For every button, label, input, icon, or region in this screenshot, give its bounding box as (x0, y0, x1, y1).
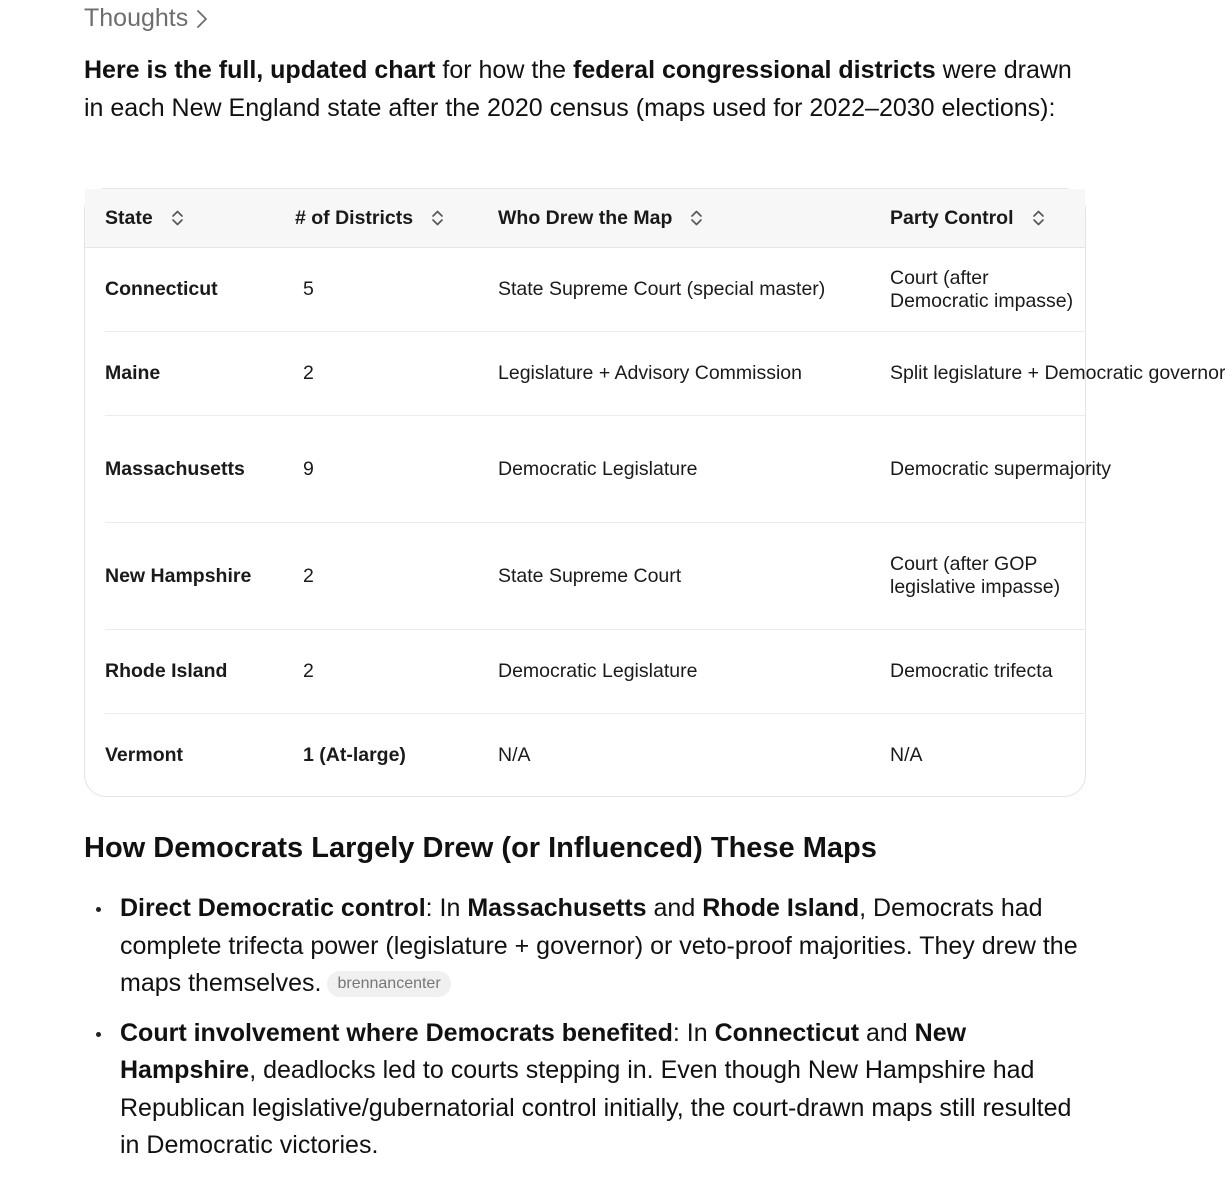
cell-districts: 1 (At-large) (303, 743, 406, 766)
cell-party-control: Split legislature + Democratic governor (890, 362, 1225, 384)
cell-party-text: Court (after GOP legislative impasse) (890, 553, 1061, 598)
table-header (85, 189, 1085, 248)
cell-who-drew: Democratic Legislature (498, 457, 698, 480)
header-label: Who Drew the Map (498, 206, 673, 229)
header-state[interactable] (105, 189, 184, 247)
bullet-strong: Massachusetts (467, 894, 647, 922)
intro-paragraph (84, 52, 1094, 127)
list-item (84, 1015, 1094, 1165)
cell-who-drew: State Supreme Court (498, 564, 682, 587)
sort-icon[interactable] (690, 209, 703, 227)
bullet-strong: Rhode Island (702, 894, 860, 922)
bullet-strong: New Hampshire (120, 1018, 967, 1084)
cell-state: New Hampshire (105, 564, 252, 587)
bullet-text: and (646, 894, 703, 922)
section-heading: How Democrats Largely Drew (or Influenced) These Maps (84, 832, 877, 864)
intro-bold-1: Here is the full, updated chart (84, 56, 436, 84)
table-row (105, 714, 1085, 796)
bullet-text: and (859, 1018, 915, 1047)
header-party-control[interactable] (890, 189, 1045, 247)
cell-districts: 2 (303, 564, 314, 587)
thoughts-label: Thoughts (84, 4, 189, 32)
citation-chip[interactable]: brennancenter (327, 971, 450, 997)
bullet-text: : In (425, 894, 468, 922)
header-label: # of Districts (295, 206, 414, 229)
sort-icon[interactable] (171, 209, 184, 227)
cell-party-control: N/A (890, 743, 923, 766)
districts-table (84, 188, 1225, 797)
cell-who-drew: State Supreme Court (special master) (498, 278, 826, 300)
cell-state: Vermont (105, 743, 184, 766)
bullet-text: , Democrats had complete trifecta power (legislature + governor) or veto-proof majorities. They drew the maps themselves. (120, 894, 1078, 997)
cell-state: Connecticut (105, 278, 218, 300)
header-label: State (105, 206, 153, 229)
cell-districts: 2 (303, 362, 314, 384)
cell-party-text: Court (after Democratic impasse) (890, 266, 1074, 312)
bullet-dot (96, 1032, 101, 1037)
cell-districts: 9 (303, 457, 314, 480)
cell-state: Massachusetts (105, 457, 245, 480)
chevron-right-icon (194, 8, 210, 30)
list-item (84, 890, 1094, 1003)
bullet-strong: Connecticut (714, 1018, 860, 1047)
cell-party-control (890, 248, 1090, 331)
cell-party-control: Democratic trifecta (890, 660, 1053, 682)
bullet-text: : In (672, 1018, 715, 1047)
cell-party-control: Democratic supermajority (890, 457, 1112, 480)
cell-districts: 2 (303, 660, 314, 682)
cell-who-drew: N/A (498, 743, 531, 766)
table-row (105, 523, 1085, 630)
bullet-dot (96, 907, 101, 912)
intro-text-1: for how the (435, 56, 574, 84)
table-row (105, 416, 1112, 523)
intro-bold-2: federal congressional districts (573, 56, 936, 84)
bullet-list (84, 890, 1094, 1165)
bullet-lead: Court involvement where Democrats benefited (120, 1018, 673, 1047)
bullet-lead: Direct Democratic control (120, 894, 426, 922)
table-row (105, 332, 1225, 416)
table-row (105, 248, 1085, 332)
bullet-text: , deadlocks led to courts stepping in. Even though New Hampshire had Republican legislative/gubernatorial control initially, the court-drawn maps still resulted in Democratic victories. (120, 1056, 1072, 1159)
cell-party-control (890, 523, 1090, 629)
cell-state: Rhode Island (105, 660, 228, 682)
header-label: Party Control (890, 206, 1014, 229)
cell-who-drew: Legislature + Advisory Commission (498, 362, 803, 384)
table-row (105, 630, 1085, 714)
intro-text-2: were drawn in each New England state after the 2020 census (maps used for 2022–2030 elections): (84, 56, 1072, 122)
header-who-drew[interactable] (498, 189, 703, 247)
cell-districts: 5 (303, 278, 314, 300)
cell-state: Maine (105, 362, 161, 384)
sort-icon[interactable] (431, 209, 444, 227)
thoughts-toggle[interactable] (84, 4, 210, 33)
cell-who-drew: Democratic Legislature (498, 660, 698, 682)
header-districts[interactable] (295, 189, 444, 247)
sort-icon[interactable] (1032, 209, 1045, 227)
